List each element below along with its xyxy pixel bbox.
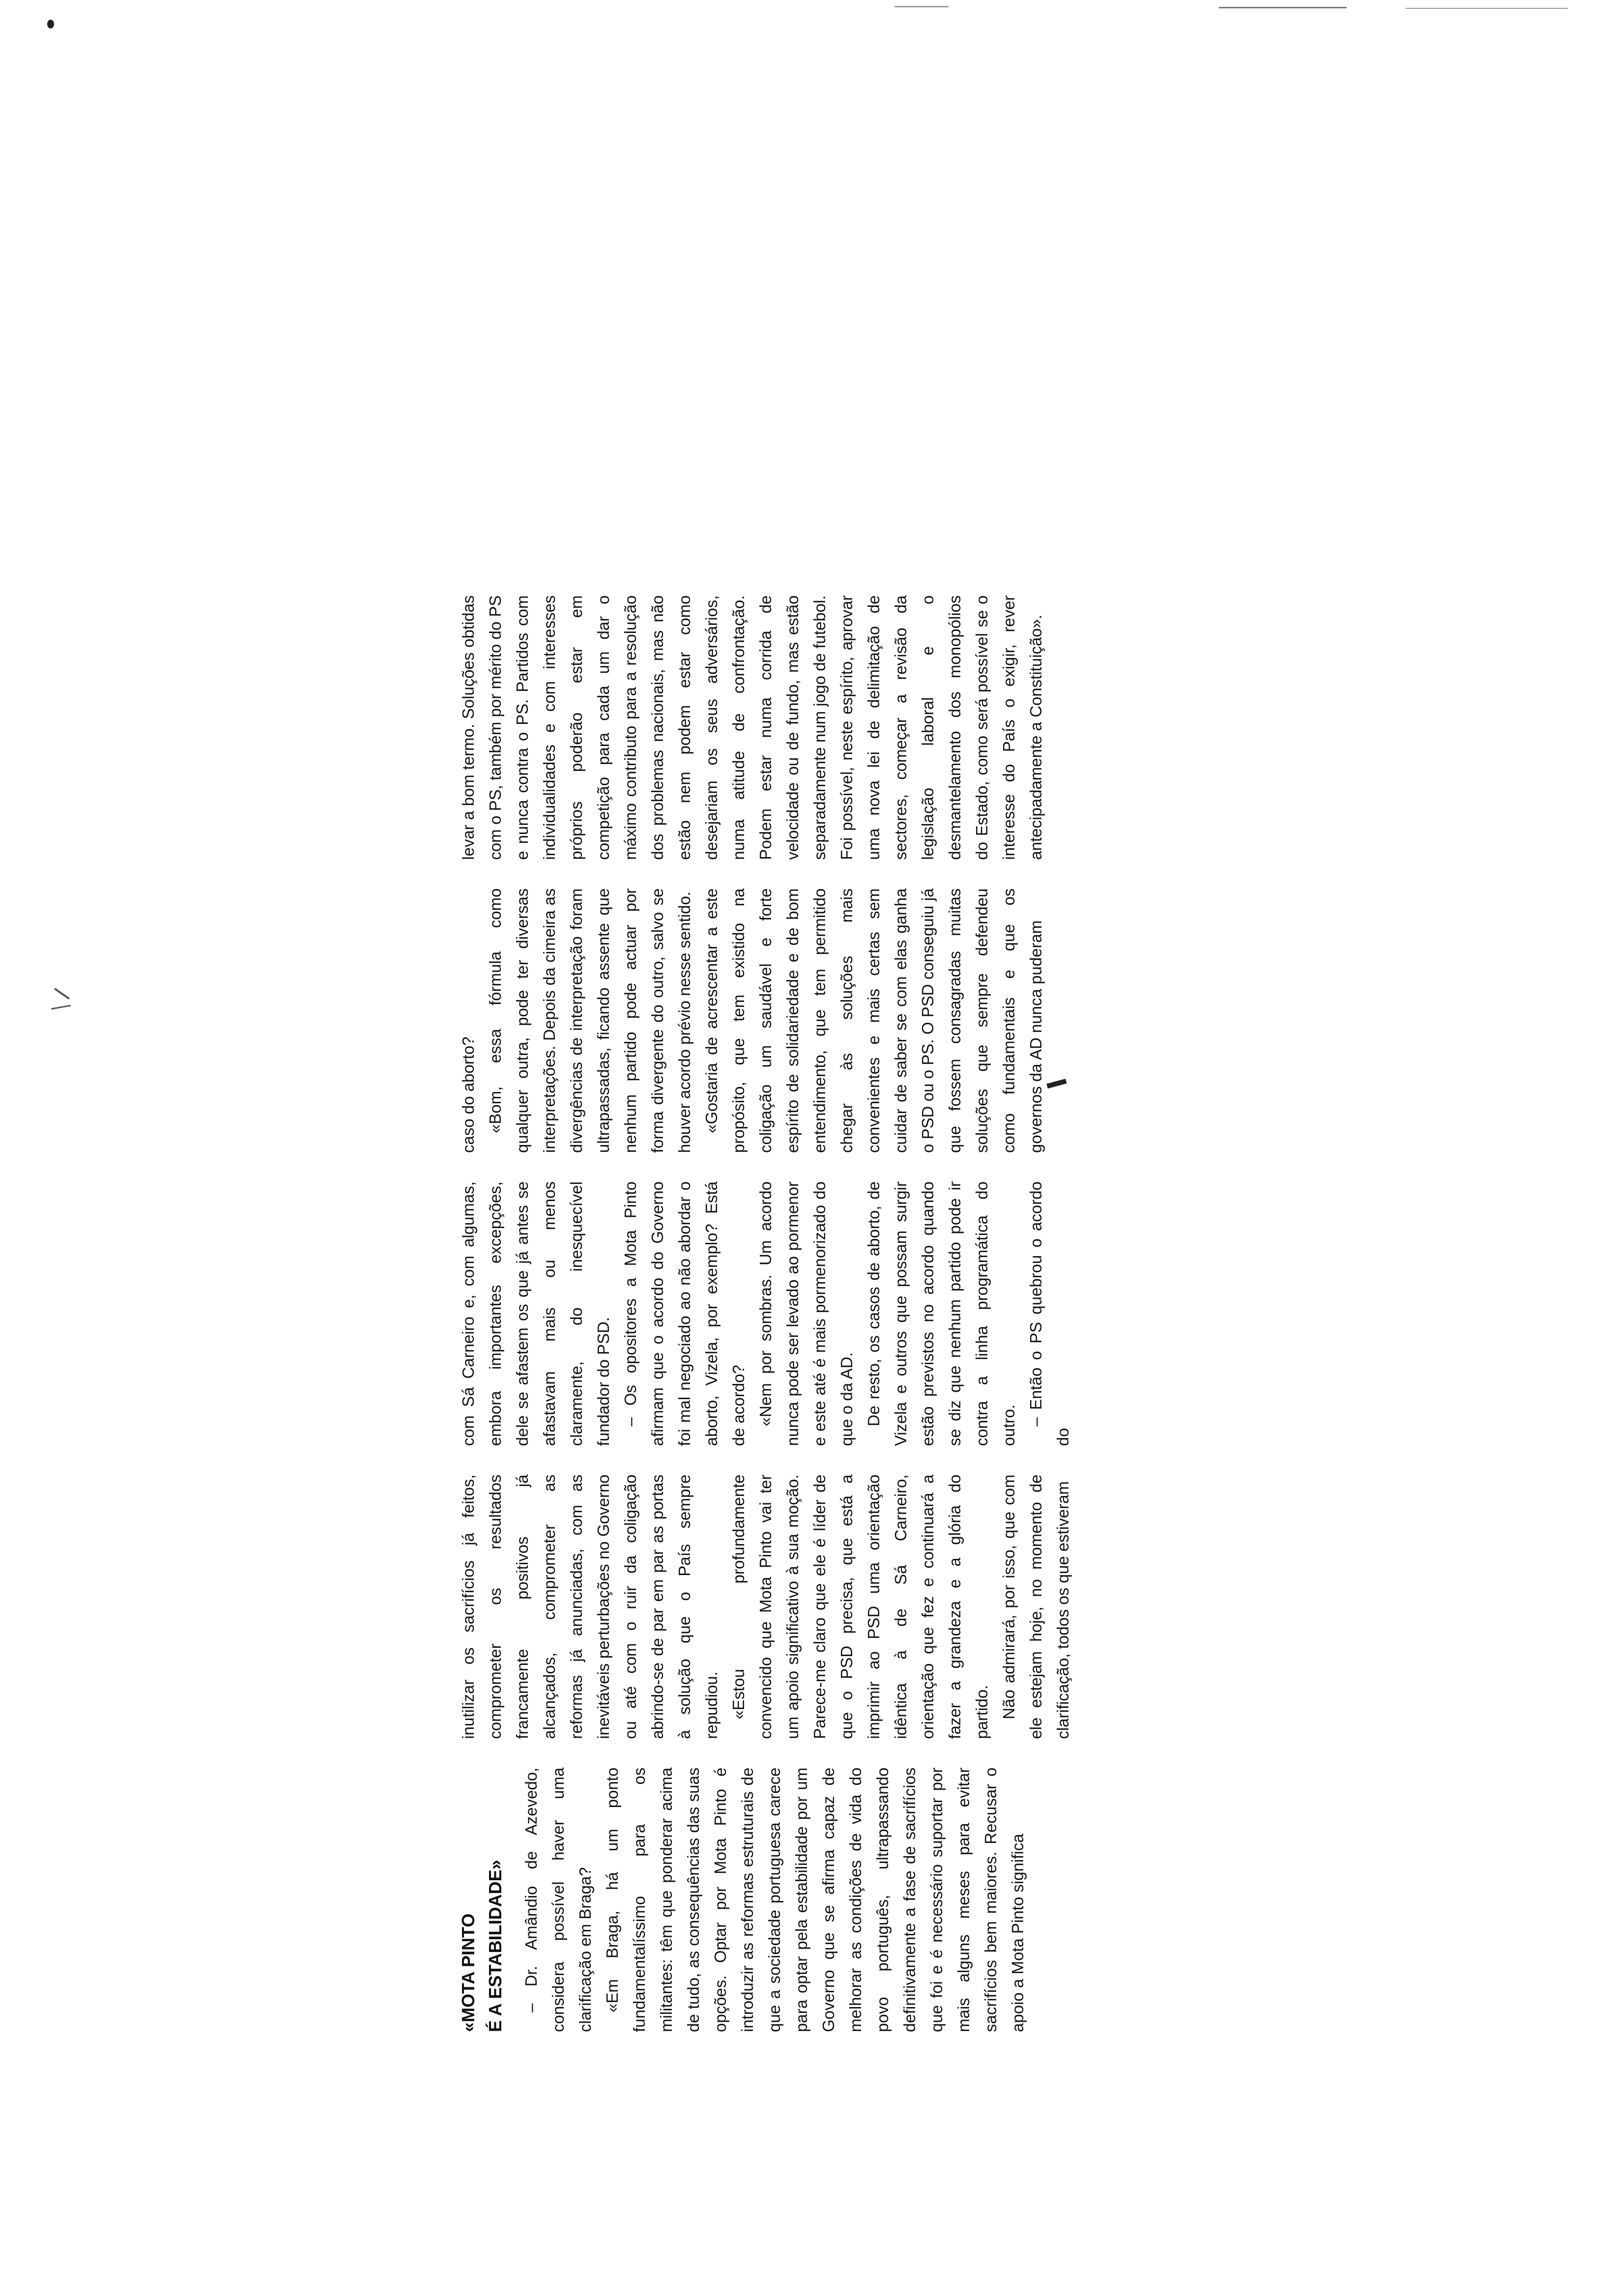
paragraph: «Bom, essa fórmula como qualquer outra, pode ter diversas interpretações. Depois da cimeira as divergências de interpretação foram ultrapassadas, ficando assente que nenhum partido pode actuar por forma divergente do outro, salvo se houver acordo prévio nesse sentido. [486,888,693,1153]
paragraph: De resto, os casos de aborto, de Vizela e outros que possam surgir estão previstos no acordo quando se diz que nenhum partido pode ir contra a linha programática do outro. [864,1181,1018,1446]
article-column-3 [455,1181,1072,1446]
article-column-1 [455,1767,1027,2032]
article-column-6 [455,302,946,567]
headline-line-2: É A ESTABILIDADE» [485,1860,505,2032]
article-column-5 [455,595,1045,860]
paragraph: com Sá Carneiro e, com algumas, embora importantes excepções, dele se afastem os que já antes se afastavam mais ou menos claramente, do inesquecível fundador do PSD. [459,1181,612,1446]
scan-line [894,6,949,7]
paragraph: caso do aborto? [459,1036,477,1153]
article-column-4 [455,888,1045,1153]
paragraph: – Então o PS quebrou o acordo do [1027,1181,1072,1446]
article-headline [455,1768,509,2032]
paragraph: «Em Braga, há um ponto fundamentalíssimo para os militantes: têm que ponderar acima de tudo, as consequências das suas opções. Optar por Mota Pinto é introduzir as reformas estruturais de que a sociedade portuguesa carece para optar pela estabilidade por um Governo que se afirma capaz de melhorar as condições de vida do povo português, ultrapassando definitivamente a fase de sacrifícios que foi e é necessário suportar por mais alguns meses para evitar sacrifícios bem maiores. Recusar o apoio a Mota Pinto significa [603,1767,1027,2032]
scan-speck [51,1005,71,1010]
paragraph: – Dr. Amândio de Azevedo, considera possível haver uma clarificação em Braga? [522,1767,594,2032]
scan-speck [47,20,54,29]
article-body [455,302,1072,2032]
headline-line-1: «MOTA PINTO [458,1913,478,2032]
paragraph: levar a bom termo. Soluções obtidas com o PS, também por mérito do PS e nunca contra o PS. Partidos com individualidades e com interesses próprios poderão estar em competição para cada um dar o máximo contributo para a resolução dos problemas nacionais, mas não estão nem podem estar como desejariam os seus adversários, numa atitude de confrontação. Podem estar numa corrida de velocidade ou de fundo, mas estão separadamente num jogo de futebol. Foi possível, neste espírito, aprovar uma nova lei de delimitação de sectores, começar a revisão da legislação laboral e o desmantelamento dos monopólios do Estado, como será possível se o interesse do País o exigir, rever antecipadamente a Constituição». [459,595,1045,860]
paragraph: Não admirará, por isso, que com ele estejam hoje, no momento de clarificação, todos os que estiveram [1000,1474,1072,1739]
paragraph: – Os opositores a Mota Pinto afirmam que o acordo do Governo foi mal negociado ao não abordar o aborto, Vizela, por exemplo? Está de acordo? [621,1181,748,1446]
scan-line [1406,8,1568,9]
scan-line [1219,7,1347,8]
paragraph: «Gostaria de acrescentar a este propósito, que tem existido na coligação um saudável e forte espírito de solidariedade e de bom entendimento, que tem permitido chegar às soluções mais convenientes e mais certas sem cuidar de saber se com elas ganha o PSD ou o PS. O PSD conseguiu já que fossem consagradas muitas soluções que sempre defendeu como fundamentais e que os governos da AD nunca puderam [702,888,1045,1153]
scan-speck [54,988,70,1000]
article-column-2 [455,1474,1072,1739]
paragraph: inutilizar os sacrifícios já feitos, comprometer os resultados francamente positivos já alcançados, comprometer as reformas já anunciadas, com as inevitáveis perturbações no Governo ou até com o ruir da coligação abrindo-se de par em par as portas à solução que o País sempre repudiou. [459,1474,720,1739]
paragraph: «Estou profundamente convencido que Mota Pinto vai ter um apoio significativo à sua moção. Parece-me claro que ele é líder de que o PSD precisa, que está a imprimir ao PSD uma orientação idêntica à de Sá Carneiro, orientação que fez e continuará a fazer a grandeza e a glória do partido. [729,1474,991,1739]
paragraph: «Nem por sombras. Um acordo nunca pode ser levado ao pormenor e este até é mais pormenorizado do que o da AD. [756,1181,856,1446]
scan-speck [1046,1079,1066,1089]
